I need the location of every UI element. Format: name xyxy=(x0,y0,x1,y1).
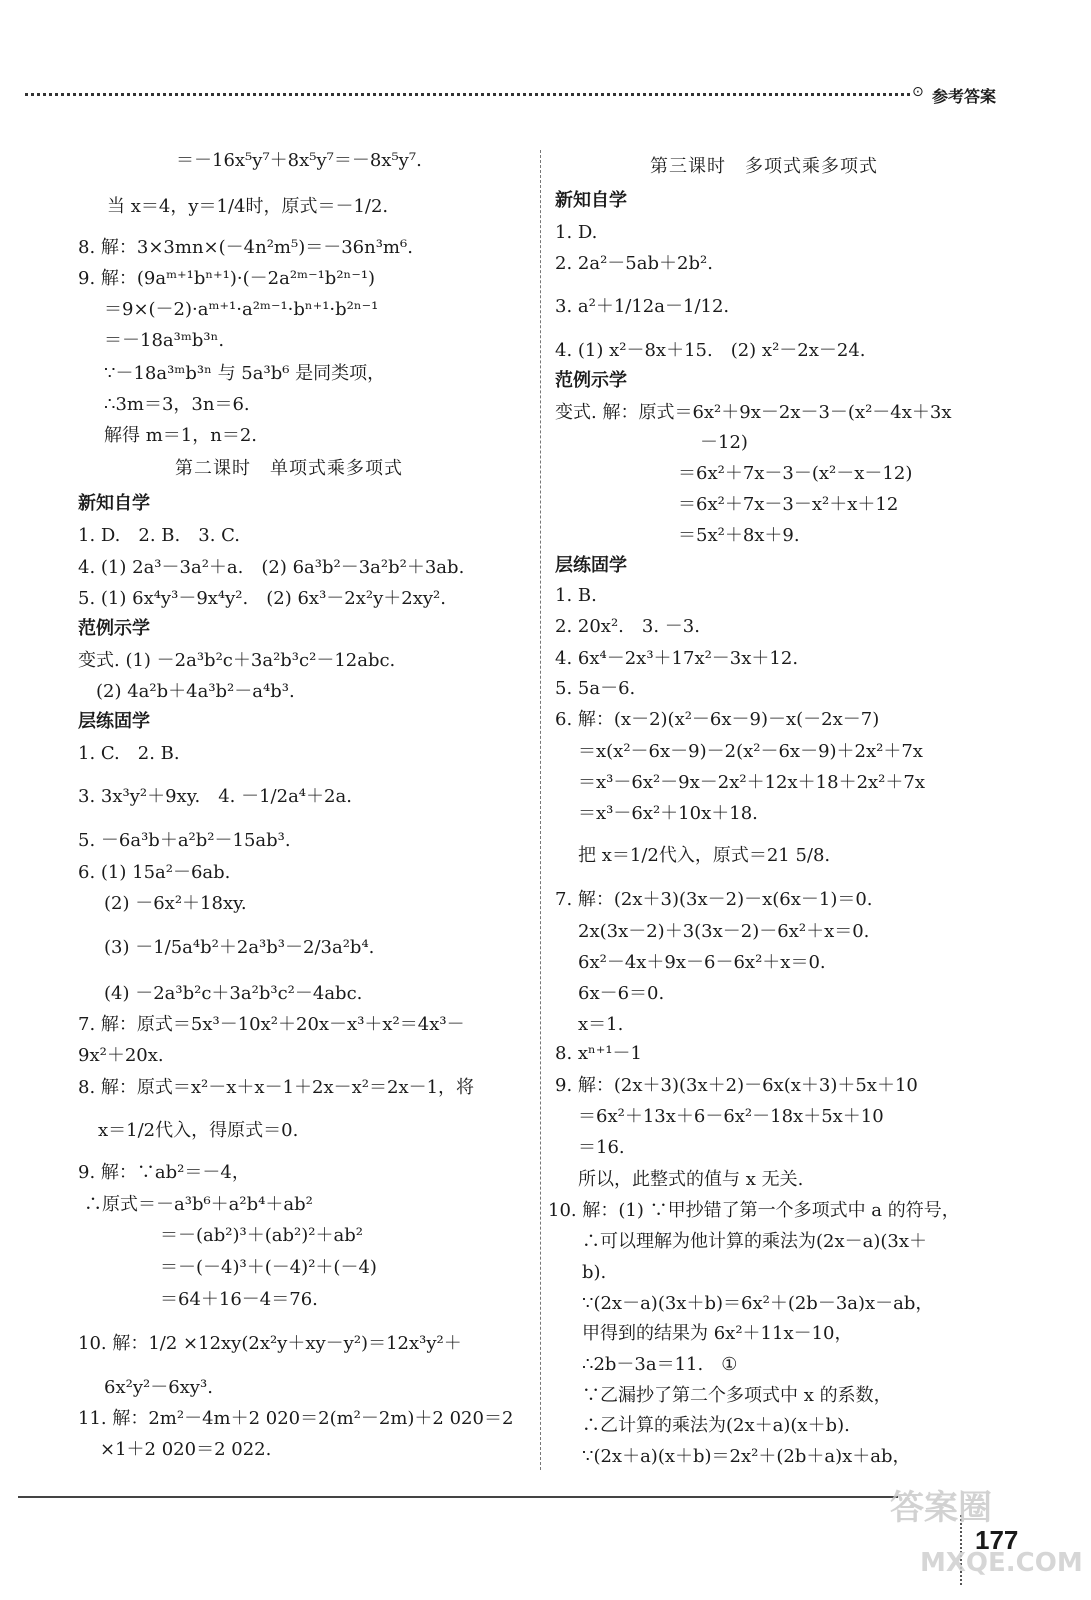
text-line: (3) －1/5a⁴b²＋2a³b³－2/3a²b⁴. xyxy=(104,937,375,958)
text-line: 4. 6x⁴－2x³＋17x²－3x＋12. xyxy=(555,648,799,669)
text-line: ∴2b－3a＝11. ① xyxy=(582,1354,738,1375)
text-line: 5. (1) 6x⁴y³－9x⁴y². (2) 6x³－2x²y＋2xy². xyxy=(78,588,446,609)
text-line: ∴3m＝3，3n＝6. xyxy=(104,394,250,415)
text-line: ＝5x²＋8x＋9. xyxy=(678,525,800,546)
text-line: ＝9×(－2)·aᵐ⁺¹·a²ᵐ⁻¹·bⁿ⁺¹·b²ⁿ⁻¹ xyxy=(104,299,379,320)
text-line: ＝－16x⁵y⁷＋8x⁵y⁷＝－8x⁵y⁷. xyxy=(176,150,422,171)
text-line: ×1＋2 020＝2 022. xyxy=(100,1439,272,1460)
text-line: ∵－18a³ᵐb³ⁿ 与 5a³b⁶ 是同类项， xyxy=(104,363,386,384)
section-heading: 层练固学 xyxy=(555,555,627,576)
lesson-title: 第三课时 多项式乘多项式 xyxy=(650,156,878,177)
text-line: 6x²y²－6xy³. xyxy=(104,1377,213,1398)
text-line: b). xyxy=(582,1262,607,1283)
text-line: 6x－6＝0. xyxy=(578,983,665,1004)
text-line: 变式. (1) －2a³b²c＋3a²b³c²－12abc. xyxy=(78,650,396,671)
text-line: ＝x³－6x²＋10x＋18. xyxy=(578,803,758,824)
section-heading: 范例示学 xyxy=(78,618,150,639)
text-line: 6. (1) 15a²－6ab. xyxy=(78,862,231,883)
text-line: 1. B. xyxy=(555,585,597,606)
column-divider xyxy=(540,150,541,1470)
text-line: ＝－(－4)³＋(－4)²＋(－4) xyxy=(160,1257,377,1278)
text-line: ＝6x²＋13x＋6－6x²－18x＋5x＋10 xyxy=(578,1106,884,1127)
text-line: ＝64＋16－4＝76. xyxy=(160,1289,318,1310)
watermark-logo: 答案圈 xyxy=(890,1488,992,1528)
text-line: ＝6x²＋7x－3－x²＋x＋12 xyxy=(678,494,899,515)
text-line: ＝－(ab²)³＋(ab²)²＋ab² xyxy=(160,1225,363,1246)
text-line: 5. 5a－6. xyxy=(555,678,636,699)
text-line: ＝x³－6x²－9x－2x²＋12x＋18＋2x²＋7x xyxy=(578,772,925,793)
text-line: 甲得到的结果为 6x²＋11x－10， xyxy=(582,1323,853,1344)
text-line: 3. a²＋1/12a－1/12. xyxy=(555,296,730,317)
header-title: 参考答案 xyxy=(932,87,997,106)
text-line: 变式. 解：原式＝6x²＋9x－2x－3－(x²－4x＋3x xyxy=(555,402,952,423)
page-number: 177 xyxy=(975,1525,1019,1555)
text-line: ∵(2x－a)(3x＋b)＝6x²＋(2b－3a)x－ab， xyxy=(582,1293,934,1314)
text-line: 11. 解：2m²－4m＋2 020＝2(m²－2m)＋2 020＝2 xyxy=(78,1408,514,1429)
text-line: 8. 解：原式＝x²－x＋x－1＋2x－x²＝2x－1，将 xyxy=(78,1077,475,1098)
header-rule xyxy=(25,93,910,96)
text-line: 1. D. 2. B. 3. C. xyxy=(78,525,240,546)
text-line: 8. xⁿ⁺¹－1 xyxy=(555,1043,643,1064)
text-line: (2) 4a²b＋4a³b²－a⁴b³. xyxy=(96,681,295,702)
text-line: (2) －6x²＋18xy. xyxy=(104,893,247,914)
text-line: 6x²－4x＋9x－6－6x²＋x＝0. xyxy=(578,952,826,973)
text-line: 1. C. 2. B. xyxy=(78,743,180,764)
text-line: 把 x＝1/2代入，原式＝21 5/8. xyxy=(578,845,831,866)
text-line: 6. 解：(x－2)(x²－6x－9)－x(－2x－7) xyxy=(555,709,880,730)
section-heading: 范例示学 xyxy=(555,370,627,391)
text-line: 2. 20x². 3. －3. xyxy=(555,616,700,637)
text-line: x＝1/2代入，得原式＝0. xyxy=(98,1120,299,1141)
text-line: ＝x(x²－6x－9)－2(x²－6x－9)＋2x²＋7x xyxy=(578,741,923,762)
text-line: 4. (1) x²－8x＋15. (2) x²－2x－24. xyxy=(555,340,866,361)
text-line: ∴原式＝－a³b⁶＋a²b⁴＋ab² xyxy=(84,1194,313,1215)
text-line: 所以，此整式的值与 x 无关. xyxy=(578,1169,804,1190)
text-line: 4. (1) 2a³－3a²＋a. (2) 6a³b²－3a²b²＋3ab. xyxy=(78,557,465,578)
text-line: 5. －6a³b＋a²b²－15ab³. xyxy=(78,830,291,851)
text-line: 8. 解：3×3mn×(－4n²m⁵)＝－36n³m⁶. xyxy=(78,237,413,258)
text-line: －12) xyxy=(700,432,748,453)
footer-rule xyxy=(18,1496,898,1498)
text-line: 9. 解：(9aᵐ⁺¹bⁿ⁺¹)·(－2a²ᵐ⁻¹b²ⁿ⁻¹) xyxy=(78,268,376,289)
text-line: (4) －2a³b²c＋3a²b³c²－4abc. xyxy=(104,983,363,1004)
section-heading: 层练固学 xyxy=(78,711,150,732)
text-line: ＝16. xyxy=(578,1137,625,1158)
text-line: ∵乙漏抄了第二个多项式中 x 的系数， xyxy=(582,1385,892,1406)
text-line: ＝－18a³ᵐb³ⁿ. xyxy=(104,330,225,351)
text-line: 1. D. xyxy=(555,222,598,243)
text-line: 9. 解：∵ab²＝－4， xyxy=(78,1162,250,1183)
text-line: 10. 解：1/2 ×12xy(2x²y＋xy－y²)＝12x³y²＋ xyxy=(78,1333,462,1354)
text-line: 7. 解：原式＝5x³－10x²＋20x－x³＋x²＝4x³－ xyxy=(78,1014,465,1035)
text-line: 2. 2a²－5ab＋2b². xyxy=(555,253,713,274)
text-line: ∵(2x＋a)(x＋b)＝2x²＋(2b＋a)x＋ab， xyxy=(582,1446,911,1467)
text-line: 7. 解：(2x＋3)(3x－2)－x(6x－1)＝0. xyxy=(555,889,873,910)
lesson-title: 第二课时 单项式乘多项式 xyxy=(175,458,403,479)
text-line: 当 x＝4，y＝1/4时，原式＝－1/2. xyxy=(107,196,389,217)
header-target-icon: ⊙ xyxy=(912,84,924,100)
text-line: ∴可以理解为他计算的乘法为(2x－a)(3x＋ xyxy=(582,1231,928,1252)
text-line: 2x(3x－2)＋3(3x－2)－6x²＋x＝0. xyxy=(578,921,870,942)
text-line: ＝6x²＋7x－3－(x²－x－12) xyxy=(678,463,913,484)
text-line: 9x²＋20x. xyxy=(78,1045,164,1066)
text-line: ∴乙计算的乘法为(2x＋a)(x＋b). xyxy=(582,1415,850,1436)
text-line: 10. 解：(1) ∵甲抄错了第一个多项式中 a 的符号， xyxy=(548,1200,960,1221)
text-line: 3. 3x³y²＋9xy. 4. －1/2a⁴＋2a. xyxy=(78,786,352,807)
section-heading: 新知自学 xyxy=(555,190,627,211)
text-line: 9. 解：(2x＋3)(3x＋2)－6x(x＋3)＋5x＋10 xyxy=(555,1075,918,1096)
watermark-url: MXQE.COM xyxy=(920,1548,1083,1578)
text-line: x＝1. xyxy=(578,1014,624,1035)
text-line: 解得 m＝1，n＝2. xyxy=(104,425,258,446)
section-heading: 新知自学 xyxy=(78,493,150,514)
